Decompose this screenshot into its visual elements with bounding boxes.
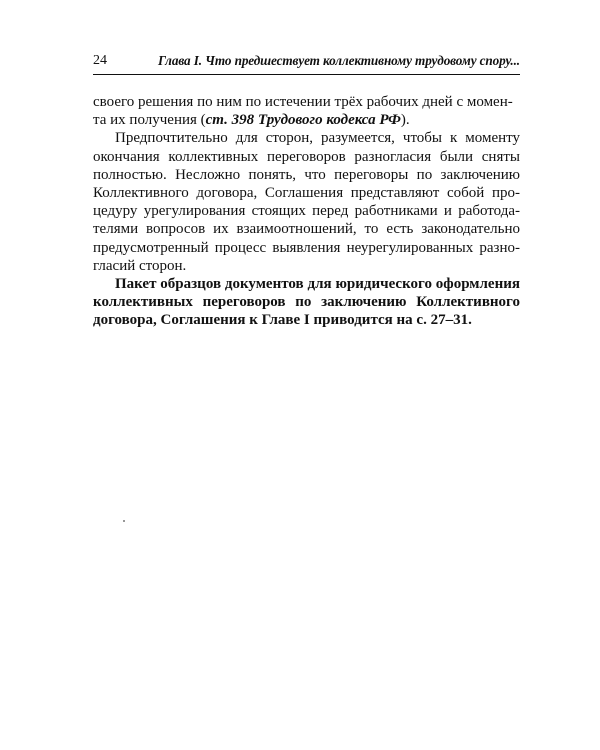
print-speck xyxy=(123,520,125,522)
paragraph-1-line-2-end: ). xyxy=(400,112,410,129)
paragraph-1-line-2-start: та их получения ( xyxy=(93,112,206,129)
paragraph-3-bold: Пакет образцов документов для юридического оформления коллективных переговоров по заключению Коллективного договора, Соглашения к Главе I приводится на с. 27–31. xyxy=(93,276,520,329)
paragraph-1 xyxy=(93,93,520,129)
paragraph-1-line-1: своего решения по ним по истечении трёх рабочих дней с момен- xyxy=(93,94,513,110)
running-title: Глава I. Что предшествует коллективному трудовому спору... xyxy=(158,53,520,68)
paragraph-2: Предпочтительно для сторон, разумеется, чтобы к моменту окончания коллективных переговоров разногласия были сняты полностью. Несложно понять, что переговоры по заключению Коллективного договора, Соглашения представляют собой процедуру урегулирования стоящих перед работниками и работодателями вопросов их взаимоотношений, то есть законодательно предусмотренный процесс выявления неурегулированных разногласий сторон. xyxy=(93,130,520,274)
page-header xyxy=(93,50,520,75)
body-text xyxy=(93,93,520,330)
law-reference: ст. 398 Трудового кодекса РФ xyxy=(205,112,401,129)
page-number: 24 xyxy=(93,53,107,68)
